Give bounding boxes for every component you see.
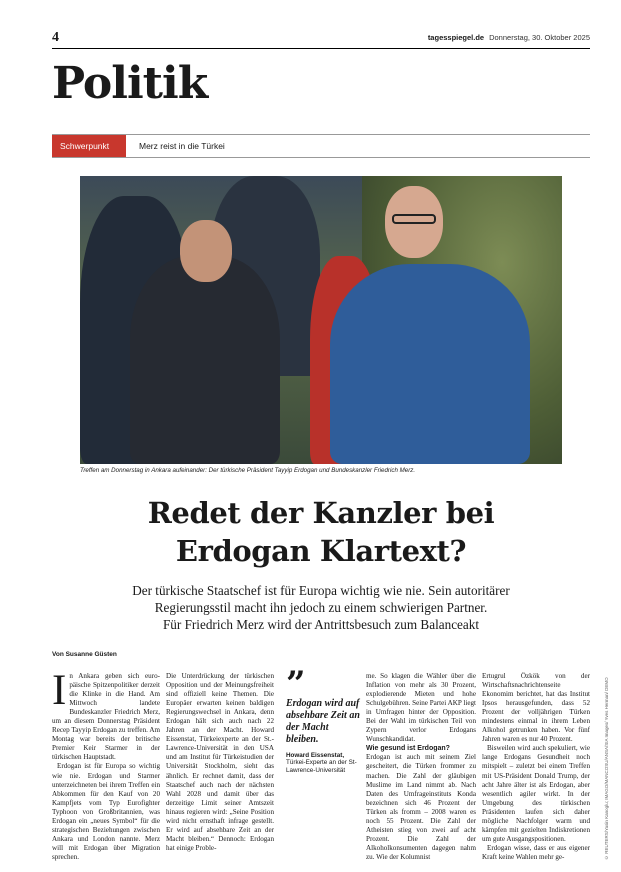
photo-glasses bbox=[392, 214, 436, 224]
headline-line-1: Redet der Kanzler bei bbox=[147, 496, 495, 530]
photo-figure-merz bbox=[330, 264, 530, 464]
photo-caption: Treffen am Donnerstag in Ankara aufeinander: Der türkische Präsident Tayyip Erdogan und Bundeskanzler Friedrich Merz. bbox=[80, 467, 416, 474]
article-deck bbox=[52, 582, 590, 633]
photo-head-erdogan bbox=[180, 220, 232, 282]
header-rule bbox=[52, 48, 590, 49]
text-column-2 bbox=[166, 672, 274, 872]
paragraph: Erdogan ist für Europa so wichtig wie nie. Erdogan und Starmer unterzeichneten bei ihrem Treffen ein Abkommen für den Kauf von 20 Kampfjets vom Typ Eurofighter Typhoon von Großbritannien, was Erdogan ein „neues Symbol“ für die strategischen Beziehungen zwischen Ankara und London nannte. Merz will mit Erdogan über Migration sprechen. bbox=[52, 762, 160, 861]
page-header bbox=[52, 30, 590, 46]
page-number: 4 bbox=[52, 30, 59, 45]
paragraph: Die Unterdrückung der türkischen Opposition und der Meinungsfreiheit sind offiziell keine Themen. Die Europäer erwarten keinen baldigen Regierungswechsel in Ankara, denn Erdogan hält sich auch nach 22 Jahren an der Macht. Howard Eissenstat, Türkeiexperte an der St.-Lawrence-Universität in den USA und am Institut für Türkeistudien der Universität Stockholm, sieht das ähnlich. Er rechnet damit, dass der Staatschef auch nach der nächsten Wahl 2028 und damit über das derzeitige Limit seiner Amtszeit hinaus regieren wird: „Seine Position wird nicht ernsthaft infrage gestellt. Er wird auf absehbare Zeit an der Macht bleiben.“ Dennoch: Erdogan hat einige Proble- bbox=[166, 672, 274, 852]
pull-quote bbox=[286, 664, 360, 775]
masthead bbox=[428, 33, 590, 42]
quote-mark-icon: ” bbox=[286, 664, 306, 704]
headline-line-2: Erdogan Klartext? bbox=[175, 534, 467, 568]
subheading: Wie gesund ist Erdogan? bbox=[366, 745, 450, 753]
site-name[interactable]: tagesspiegel.de bbox=[427, 33, 485, 42]
issue-date: Donnerstag, 30. Oktober 2025 bbox=[489, 33, 590, 42]
deck-line-1: Der türkische Staatschef ist für Europa wichtig wie nie. Sein autoritärer bbox=[132, 583, 510, 598]
section-title: Politik bbox=[52, 58, 208, 109]
kicker-bar bbox=[52, 134, 590, 158]
headline bbox=[52, 494, 590, 570]
paragraph bbox=[52, 672, 160, 762]
text-column-1 bbox=[52, 672, 160, 872]
quote-text: Erdogan wird auf absehbare Zeit an der Macht bleiben. bbox=[286, 698, 360, 745]
photo-figure-erdogan bbox=[130, 256, 280, 464]
paragraph: Ertugrul Özkök von der Wirtschaftsnachrichtenseite Ekonomim berichtet, hat das Institut Ipsos herausgefunden, dass 52 Prozent der volljährigen Türken mindestens einmal in ihrem Leben Alkohol getrunken haben. Vor fünf Jahren waren es nur 40 Prozent. bbox=[482, 672, 590, 744]
drop-cap: I bbox=[52, 672, 67, 714]
lead-photo bbox=[80, 176, 562, 464]
quote-role: Türkei-Experte an der St-Lawrence-Universität bbox=[286, 759, 357, 774]
text-column-4 bbox=[366, 672, 476, 872]
paragraph: me. So klagen die Wähler über die Inflation von mehr als 30 Prozent, explodierende Mieten und hohe Schulgebühren. Seine Partei AKP liegt in Umfragen hinter der Opposition. Bei der Wahl im türkischen Teil von Zypern verlor Erdogans Wunschkandidat. bbox=[366, 672, 476, 744]
byline: Von Susanne Güsten bbox=[52, 651, 117, 658]
deck-line-3: Für Friedrich Merz wird der Antrittsbesuch zum Balanceakt bbox=[162, 617, 480, 632]
photo-credit: © REUTERS/Yasin Kanoglu; IMAGO/MANCOSU/ANSA/SIA Images/ Yves Herman/ DEMO bbox=[604, 677, 609, 860]
paragraph-text: n Ankara geben sich euro-päische Spitzenpolitiker derzeit die Klinke in die Hand. Am Mittwoch landete Bundeskanzler Friedrich Merz, um an diesem Donnerstag Präsident Recep Tayyip Erdogan zu treffen. Am Montag war bereits der britische Premier Keir Starmer in der türkischen Hauptstadt. bbox=[52, 672, 160, 762]
kicker-tag: Schwerpunkt bbox=[52, 135, 126, 157]
paragraph: Bisweilen wird auch spekuliert, wie lange Erdogans Gesundheit noch mitspielt – zuletzt bei einem Treffen mit US-Präsident Donald Trump, der acht Jahre älter ist als Erdogan, aber wesentlich agiler wirkt. In der Umgebung des türkischen Präsidenten laufen sich daher mögliche Nachfolger warm und kämpfen mit gezielten Indiskretionen um gute Ausgangspositionen. bbox=[482, 744, 590, 843]
text-column-5 bbox=[482, 672, 590, 872]
paragraph: Erdogan ist auch mit seinem Ziel gescheitert, die Türken frommer zu machen. Die Zahl der gläubigen Muslime im Land nimmt ab. Nach Daten des Umfrageinstituts Konda bezeichnen sich 46 Prozent der Türken als fromm – 2008 waren es noch 55 Prozent. Die Zahl der Atheisten stieg von zwei auf acht Prozent. Die Zahl der Alkoholkonsumenten dagegen nahm zu. Wie der Kolumnist bbox=[366, 753, 476, 861]
kicker-text: Merz reist in die Türkei bbox=[139, 141, 225, 151]
quote-author: Howard Eissenstat, bbox=[286, 752, 345, 759]
deck-line-2: Regierungsstil macht ihn jedoch zu einem schwierigen Partner. bbox=[154, 600, 488, 615]
paragraph: Erdogan wisse, dass er aus eigener Kraft keine Wahlen mehr ge- bbox=[482, 843, 590, 861]
